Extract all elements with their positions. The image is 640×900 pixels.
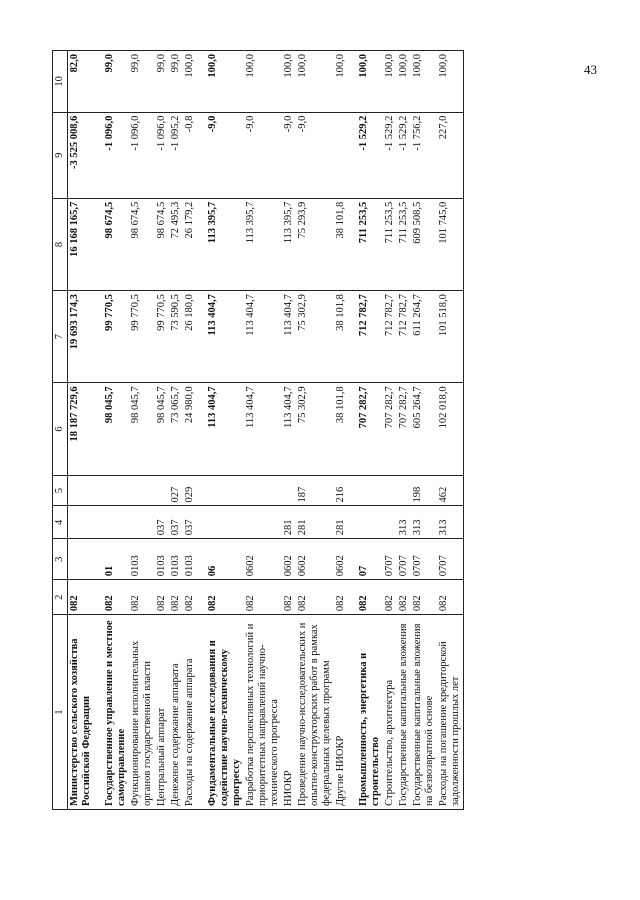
ministry-code: 082 [296, 580, 334, 615]
actual-amount: 113 395,7 [282, 198, 296, 290]
revised-amount: 712 782,7 [383, 291, 397, 383]
approved-amount: 98 045,7 [94, 383, 129, 475]
row-name: Другие НИОКР [334, 615, 348, 810]
row-name: Денежное содержание аппарата [169, 615, 183, 810]
percent-executed: 100,0 [437, 51, 464, 113]
section-code: 0602 [244, 539, 282, 580]
target-code [129, 506, 155, 539]
target-code: 313 [397, 506, 411, 539]
actual-amount: 98 674,5 [129, 198, 155, 290]
revised-amount: 113 404,7 [282, 291, 296, 383]
column-header-9: 9 [53, 112, 68, 198]
actual-amount: 75 293,9 [296, 198, 334, 290]
column-header-1: 1 [53, 615, 68, 810]
row-name: Проведение научно-исследовательских и опытно-конструкторских работ в рамках федеральных целевых программ [296, 615, 334, 810]
ministry-code: 082 [397, 580, 411, 615]
column-header-4: 4 [53, 506, 68, 539]
table-row [183, 51, 197, 810]
section-code: 01 [94, 539, 129, 580]
deviation: -1 529,2 [397, 112, 411, 198]
section-code: 0707 [383, 539, 397, 580]
approved-amount: 113 404,7 [244, 383, 282, 475]
target-code: 281 [296, 506, 334, 539]
actual-amount: 113 395,7 [197, 198, 244, 290]
target-code [348, 506, 383, 539]
expense-code [282, 475, 296, 506]
table-row [197, 51, 244, 810]
actual-amount: 38 101,8 [334, 198, 348, 290]
table-row [282, 51, 296, 810]
section-code: 07 [348, 539, 383, 580]
section-code: 0602 [334, 539, 348, 580]
percent-executed: 100,0 [244, 51, 282, 113]
revised-amount: 73 590,5 [169, 291, 183, 383]
revised-amount: 712 782,7 [397, 291, 411, 383]
ministry-code: 082 [197, 580, 244, 615]
column-header-2: 2 [53, 580, 68, 615]
actual-amount: 113 395,7 [244, 198, 282, 290]
approved-amount: 75 302,9 [296, 383, 334, 475]
deviation: 227,0 [437, 112, 464, 198]
row-name: Промышленность, энергетика и строительство [348, 615, 383, 810]
target-code: 313 [437, 506, 464, 539]
percent-executed: 100,0 [197, 51, 244, 113]
target-code: 037 [183, 506, 197, 539]
target-code [94, 506, 129, 539]
ministry-code: 082 [348, 580, 383, 615]
target-code: 281 [334, 506, 348, 539]
column-header-5: 5 [53, 475, 68, 506]
row-name: Центральный аппарат [155, 615, 169, 810]
deviation: -9,0 [244, 112, 282, 198]
target-code: 313 [411, 506, 437, 539]
revised-amount: 99 770,5 [155, 291, 169, 383]
revised-amount: 712 782,7 [348, 291, 383, 383]
ministry-code: 082 [183, 580, 197, 615]
actual-amount: 711 253,5 [383, 198, 397, 290]
target-code [383, 506, 397, 539]
target-code: 281 [282, 506, 296, 539]
deviation: -0,8 [183, 112, 197, 198]
deviation: -1 096,0 [129, 112, 155, 198]
revised-amount: 101 518,0 [437, 291, 464, 383]
deviation: -9,0 [197, 112, 244, 198]
deviation [334, 112, 348, 198]
expense-code: 029 [183, 475, 197, 506]
deviation: -1 095,2 [169, 112, 183, 198]
revised-amount: 99 770,5 [94, 291, 129, 383]
ministry-code: 082 [334, 580, 348, 615]
expense-code [244, 475, 282, 506]
percent-executed: 100,0 [183, 51, 197, 113]
deviation: -1 529,2 [383, 112, 397, 198]
percent-executed: 100,0 [296, 51, 334, 113]
approved-amount: 605 264,7 [411, 383, 437, 475]
approved-amount: 24 980,0 [183, 383, 197, 475]
approved-amount: 102 018,0 [437, 383, 464, 475]
percent-executed: 100,0 [282, 51, 296, 113]
row-name: Разработка перспективных технологий и приоритетных направлений научно-технического прогресса [244, 615, 282, 810]
ministry-code: 082 [411, 580, 437, 615]
actual-amount: 101 745,0 [437, 198, 464, 290]
table-row [334, 51, 348, 810]
expense-code: 027 [169, 475, 183, 506]
percent-executed: 99,0 [169, 51, 183, 113]
budget-table [52, 50, 464, 810]
ministry-code: 082 [282, 580, 296, 615]
expense-code [155, 475, 169, 506]
expense-code: 462 [437, 475, 464, 506]
table-row [155, 51, 169, 810]
column-header-6: 6 [53, 383, 68, 475]
ministry-code: 082 [155, 580, 169, 615]
row-name: Расходы на погашение кредиторской задолженности прошлых лет [437, 615, 464, 810]
target-code [68, 506, 95, 539]
table-row [383, 51, 397, 810]
page-number: 43 [584, 62, 597, 77]
percent-executed: 99,0 [94, 51, 129, 113]
section-code: 06 [197, 539, 244, 580]
row-name: Государственные капитальные вложения на безвозвратной основе [411, 615, 437, 810]
expense-code [397, 475, 411, 506]
approved-amount: 18 187 729,6 [68, 383, 95, 475]
percent-executed: 100,0 [334, 51, 348, 113]
table-row [68, 51, 95, 810]
actual-amount: 711 253,5 [348, 198, 383, 290]
row-name: Государственное управление и местное самоуправление [94, 615, 129, 810]
row-name: Государственные капитальные вложения [397, 615, 411, 810]
approved-amount: 98 045,7 [155, 383, 169, 475]
table-header-row [53, 51, 68, 810]
approved-amount: 707 282,7 [348, 383, 383, 475]
section-code: 0707 [397, 539, 411, 580]
row-name: Фундаментальные исследования и содействие научно-техническому прогрессу [197, 615, 244, 810]
target-code [197, 506, 244, 539]
table-row [296, 51, 334, 810]
rotated-table-wrapper [52, 50, 592, 810]
expense-code: 216 [334, 475, 348, 506]
revised-amount: 75 302,9 [296, 291, 334, 383]
approved-amount: 73 065,7 [169, 383, 183, 475]
expense-code: 198 [411, 475, 437, 506]
section-code [68, 539, 95, 580]
expense-code [129, 475, 155, 506]
approved-amount: 113 404,7 [282, 383, 296, 475]
table-row [348, 51, 383, 810]
table-body [68, 51, 464, 810]
table-row [129, 51, 155, 810]
deviation: -1 096,0 [94, 112, 129, 198]
percent-executed: 100,0 [383, 51, 397, 113]
expense-code [94, 475, 129, 506]
row-name: Расходы на содержание аппарата [183, 615, 197, 810]
ministry-code: 082 [94, 580, 129, 615]
expense-code [197, 475, 244, 506]
row-name: НИОКР [282, 615, 296, 810]
revised-amount: 113 404,7 [244, 291, 282, 383]
deviation: -1 756,2 [411, 112, 437, 198]
actual-amount: 26 179,2 [183, 198, 197, 290]
revised-amount: 611 264,7 [411, 291, 437, 383]
approved-amount: 707 282,7 [383, 383, 397, 475]
actual-amount: 609 508,5 [411, 198, 437, 290]
column-header-10: 10 [53, 51, 68, 113]
revised-amount: 38 101,8 [334, 291, 348, 383]
ministry-code: 082 [244, 580, 282, 615]
section-code: 0602 [282, 539, 296, 580]
table-row [94, 51, 129, 810]
section-code: 0602 [296, 539, 334, 580]
percent-executed: 100,0 [397, 51, 411, 113]
deviation: -9,0 [282, 112, 296, 198]
table-row [397, 51, 411, 810]
column-header-7: 7 [53, 291, 68, 383]
actual-amount: 711 253,5 [397, 198, 411, 290]
section-code: 0103 [183, 539, 197, 580]
section-code: 0707 [437, 539, 464, 580]
section-code: 0707 [411, 539, 437, 580]
row-name: Строительство, архитектура [383, 615, 397, 810]
percent-executed: 100,0 [348, 51, 383, 113]
percent-executed: 100,0 [411, 51, 437, 113]
expense-code [68, 475, 95, 506]
table-row [437, 51, 464, 810]
revised-amount: 26 180,0 [183, 291, 197, 383]
revised-amount: 113 404,7 [197, 291, 244, 383]
column-header-3: 3 [53, 539, 68, 580]
approved-amount: 98 045,7 [129, 383, 155, 475]
actual-amount: 16 168 165,7 [68, 198, 95, 290]
target-code [244, 506, 282, 539]
deviation: -3 525 008,6 [68, 112, 95, 198]
actual-amount: 98 674,5 [94, 198, 129, 290]
target-code: 037 [155, 506, 169, 539]
approved-amount: 707 282,7 [397, 383, 411, 475]
revised-amount: 19 693 174,3 [68, 291, 95, 383]
expense-code [348, 475, 383, 506]
section-code: 0103 [155, 539, 169, 580]
deviation: -1 096,0 [155, 112, 169, 198]
deviation: -9,0 [296, 112, 334, 198]
target-code: 037 [169, 506, 183, 539]
table-row [169, 51, 183, 810]
column-header-8: 8 [53, 198, 68, 290]
actual-amount: 72 495,3 [169, 198, 183, 290]
actual-amount: 98 674,5 [155, 198, 169, 290]
revised-amount: 99 770,5 [129, 291, 155, 383]
expense-code: 187 [296, 475, 334, 506]
table-row [244, 51, 282, 810]
ministry-code: 082 [169, 580, 183, 615]
approved-amount: 113 404,7 [197, 383, 244, 475]
ministry-code: 082 [383, 580, 397, 615]
percent-executed: 99,0 [155, 51, 169, 113]
ministry-code: 082 [437, 580, 464, 615]
ministry-code: 082 [68, 580, 95, 615]
approved-amount: 38 101,8 [334, 383, 348, 475]
percent-executed: 82,0 [68, 51, 95, 113]
table-row [411, 51, 437, 810]
section-code: 0103 [169, 539, 183, 580]
percent-executed: 99,0 [129, 51, 155, 113]
section-code: 0103 [129, 539, 155, 580]
ministry-code: 082 [129, 580, 155, 615]
expense-code [383, 475, 397, 506]
row-name: Функционирование исполнительных органов государственной власти [129, 615, 155, 810]
deviation: -1 529,2 [348, 112, 383, 198]
row-name: Министерство сельского хозяйства Российской Федерации [68, 615, 95, 810]
